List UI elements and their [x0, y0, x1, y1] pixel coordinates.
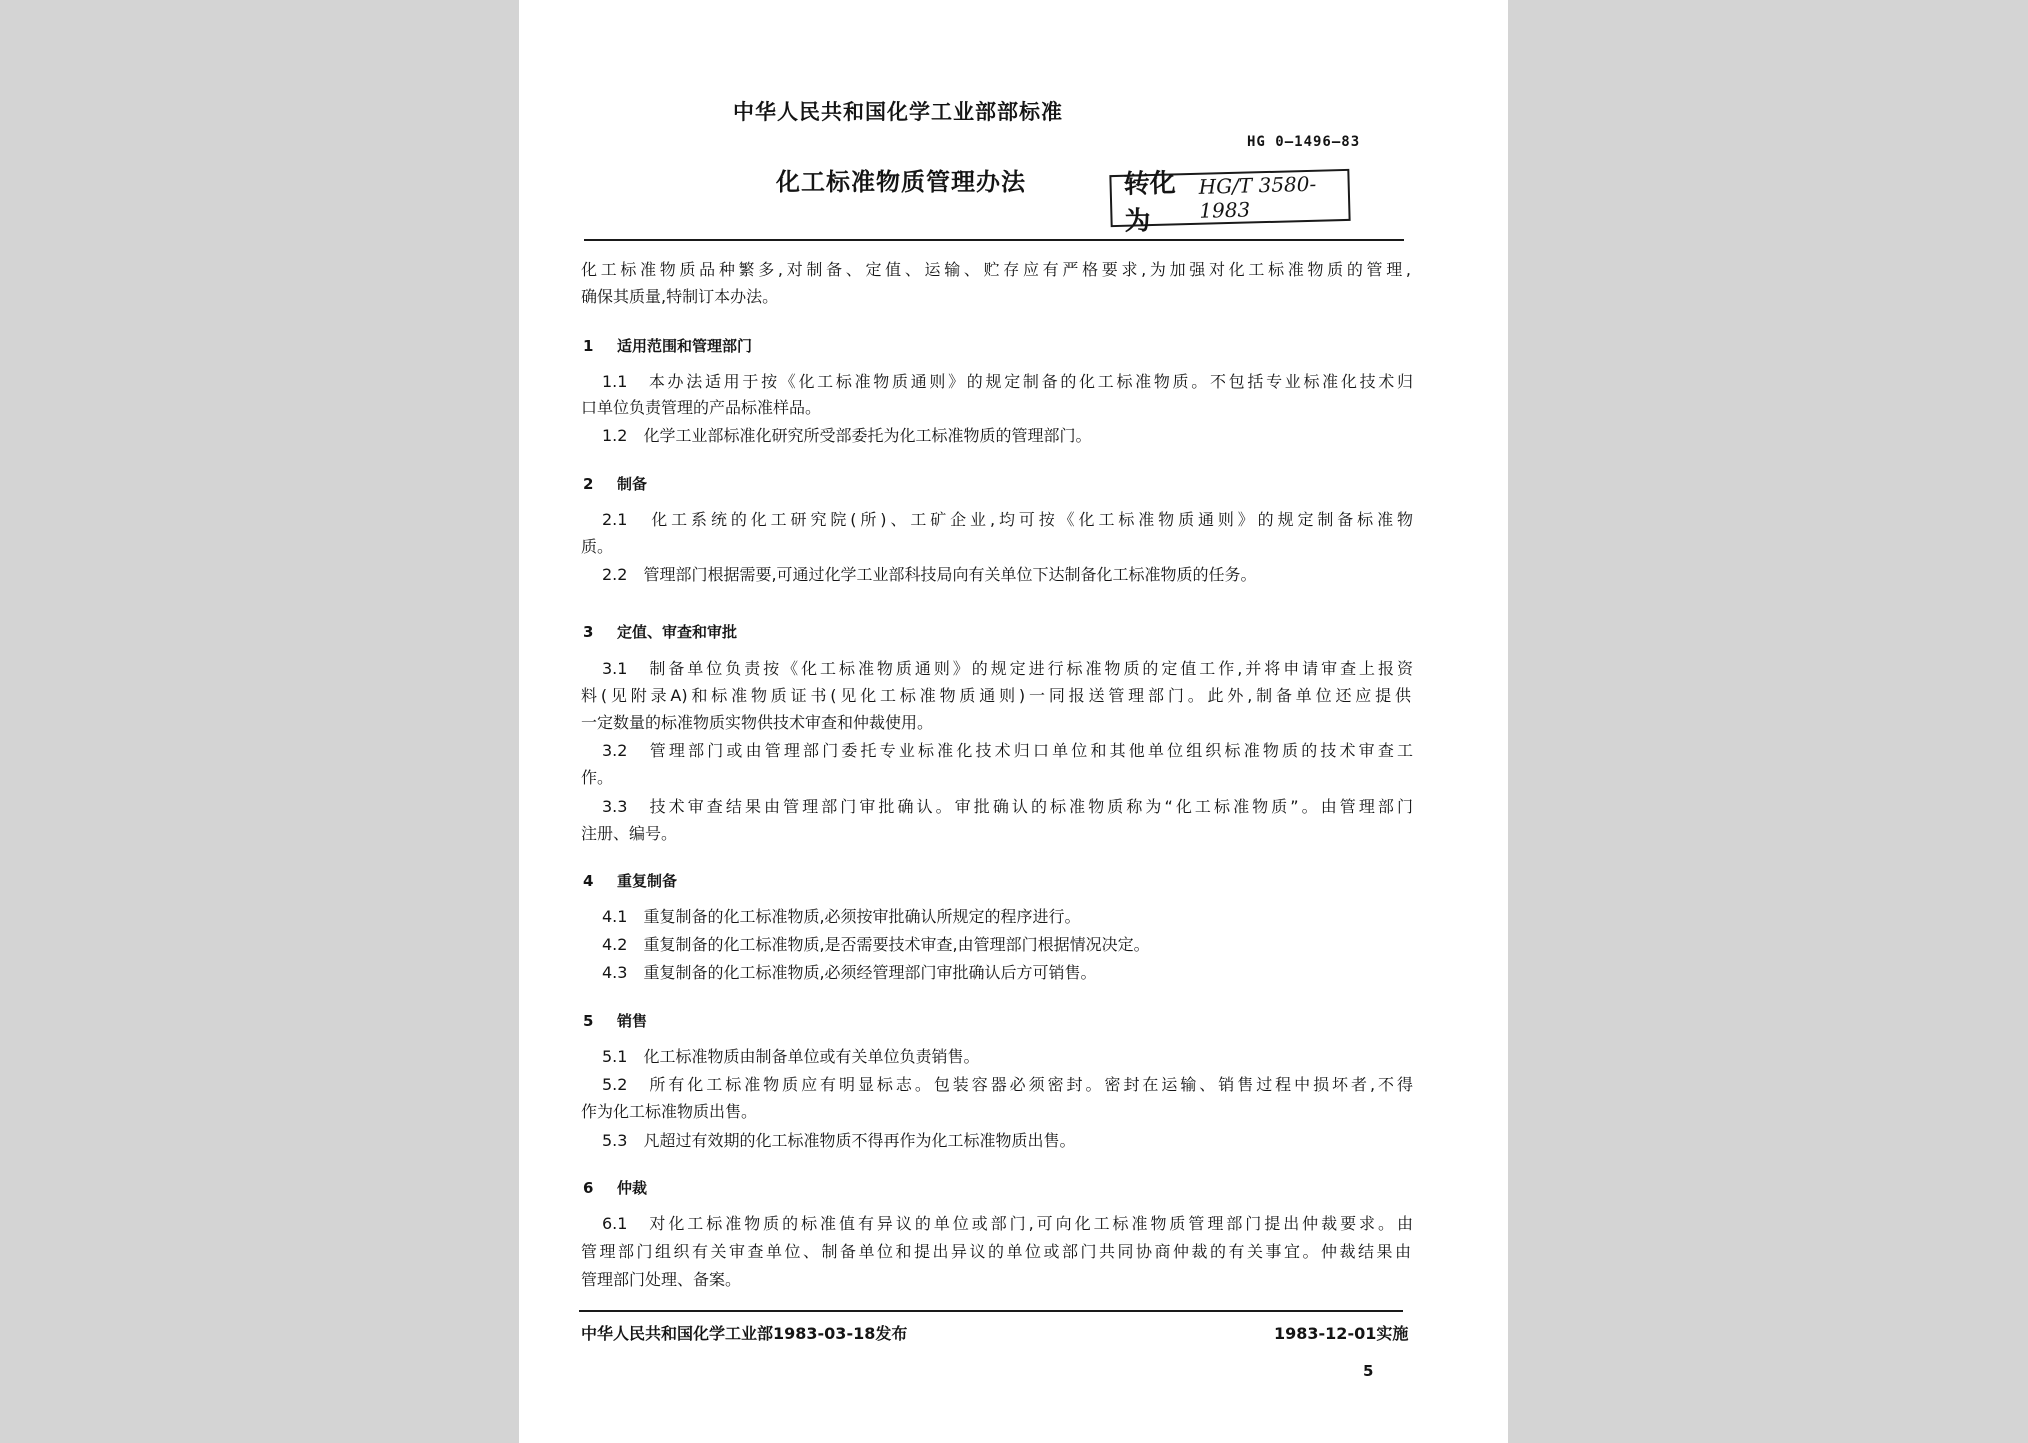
intro-line: 化工标准物质品种繁多,对制备、定值、运输、贮存应有严格要求,为加强对化工标准物质的管理, — [581, 260, 1411, 279]
section-heading-4 — [583, 870, 677, 891]
clause-line: 管理部门组织有关审查单位、制备单位和提出异议的单位或部门共同协商仲裁的有关事宜。仲裁结果由 — [581, 1242, 1411, 1261]
clause-line: 作为化工标准物质出售。 — [581, 1102, 758, 1121]
section-number: 1 — [583, 337, 594, 355]
clause-line: 1.1 本办法适用于按《化工标准物质通则》的规定制备的化工标准物质。不包括专业标准化技术归 — [602, 372, 1413, 391]
clause-line: 2.1 化工系统的化工研究院(所)、工矿企业,均可按《化工标准物质通则》的规定制备标准物 — [602, 510, 1413, 529]
clause-line: 1.2 化学工业部标准化研究所受部委托为化工标准物质的管理部门。 — [602, 426, 1092, 445]
clause-line: 料(见附录A)和标准物质证书(见化工标准物质通则)一同报送管理部门。此外,制备单位还应提供 — [581, 686, 1411, 705]
clause-line: 管理部门处理、备案。 — [581, 1270, 742, 1289]
section-heading-6 — [583, 1177, 647, 1198]
clause-line: 3.2 管理部门或由管理部门委托专业标准化技术归口单位和其他单位组织标准物质的技术审查工 — [602, 741, 1413, 760]
issue-date: 中华人民共和国化学工业部1983-03-18发布 — [581, 1324, 908, 1343]
footer-divider — [579, 1310, 1403, 1312]
clause-line: 4.2 重复制备的化工标准物质,是否需要技术审查,由管理部门根据情况决定。 — [602, 935, 1150, 954]
section-title: 定值、审查和审批 — [617, 623, 738, 641]
clause-line: 4.3 重复制备的化工标准物质,必须经管理部门审批确认后方可销售。 — [602, 963, 1097, 982]
clause-line: 3.1 制备单位负责按《化工标准物质通则》的规定进行标准物质的定值工作,并将申请审查上报资 — [602, 659, 1413, 678]
page-number: 5 — [1363, 1362, 1374, 1380]
section-heading-3 — [583, 621, 737, 642]
header-divider — [584, 239, 1404, 241]
section-title: 适用范围和管理部门 — [617, 337, 753, 355]
clause-line: 5.1 化工标准物质由制备单位或有关单位负责销售。 — [602, 1047, 980, 1066]
section-number: 6 — [583, 1179, 594, 1197]
standard-code: HG 0—1496—83 — [1247, 134, 1361, 150]
issuing-organization: 中华人民共和国化学工业部部标准 — [733, 100, 1063, 124]
section-title: 销售 — [617, 1012, 648, 1030]
section-title: 重复制备 — [617, 872, 678, 890]
section-heading-1 — [583, 335, 752, 356]
document-page — [519, 0, 1508, 1443]
clause-line: 质。 — [581, 537, 614, 556]
clause-line: 3.3 技术审查结果由管理部门审批确认。审批确认的标准物质称为“化工标准物质”。由管理部门 — [602, 797, 1413, 816]
clause-line: 作。 — [581, 768, 614, 787]
clause-line: 6.1 对化工标准物质的标准值有异议的单位或部门,可向化工标准物质管理部门提出仲裁要求。由 — [602, 1214, 1413, 1233]
section-number: 5 — [583, 1012, 594, 1030]
section-number: 3 — [583, 623, 594, 641]
stamp-handwritten-code: HG/T 3580-1983 — [1198, 171, 1317, 223]
clause-line: 5.2 所有化工标准物质应有明显标志。包装容器必须密封。密封在运输、销售过程中损坏者,不得 — [602, 1075, 1413, 1094]
clause-line: 注册、编号。 — [581, 824, 678, 843]
clause-line: 口单位负责管理的产品标准样品。 — [581, 398, 822, 417]
section-heading-5 — [583, 1010, 647, 1031]
document-title: 化工标准物质管理办法 — [776, 168, 1026, 196]
conversion-stamp — [1109, 168, 1350, 237]
clause-line: 4.1 重复制备的化工标准物质,必须按审批确认所规定的程序进行。 — [602, 907, 1081, 926]
section-number: 4 — [583, 872, 594, 890]
clause-line: 一定数量的标准物质实物供技术审查和仲裁使用。 — [581, 713, 934, 732]
stamp-printed-text: 转化为 — [1123, 168, 1177, 237]
effective-date: 1983-12-01实施 — [1274, 1324, 1409, 1343]
section-heading-2 — [583, 473, 647, 494]
intro-line: 确保其质量,特制订本办法。 — [581, 287, 779, 306]
section-number: 2 — [583, 475, 594, 493]
section-title: 制备 — [617, 475, 648, 493]
section-title: 仲裁 — [617, 1179, 648, 1197]
clause-line: 5.3 凡超过有效期的化工标准物质不得再作为化工标准物质出售。 — [602, 1131, 1076, 1150]
clause-line: 2.2 管理部门根据需要,可通过化学工业部科技局向有关单位下达制备化工标准物质的任务。 — [602, 565, 1257, 584]
